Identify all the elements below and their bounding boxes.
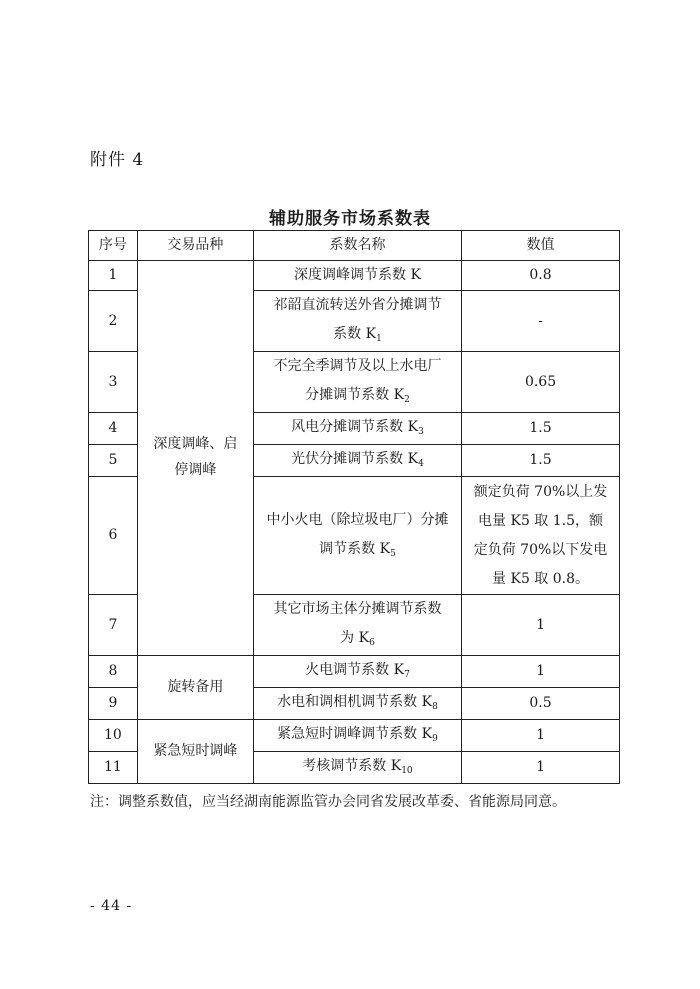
table-header-row <box>89 231 620 261</box>
row-no: 7 <box>89 595 138 656</box>
coef-value: 额定负荷 70%以上发电量 K5 取 1.5，额定负荷 70%以下发电量 K5 取 0.8。 <box>462 477 620 595</box>
row-no: 10 <box>89 720 138 752</box>
header-value: 数值 <box>462 231 620 261</box>
header-no: 序号 <box>89 231 138 261</box>
category-emergency-peak: 紧急短时调峰 <box>137 720 253 784</box>
row-no: 2 <box>89 291 138 352</box>
coef-name: 深度调峰调节系数 K <box>253 261 461 291</box>
coef-name: 考核调节系数 $K_{10}$ <box>253 752 461 784</box>
coef-value: 1 <box>462 720 620 752</box>
table-row <box>89 261 620 291</box>
footnote: 注：调整系数值，应当经湖南能源监管办会同省发展改革委、省能源局同意。 <box>90 794 566 810</box>
coef-value: 1.5 <box>462 413 620 445</box>
row-no: 8 <box>89 656 138 688</box>
coef-name: 祁韶直流转送外省分摊调节系数 $K_1$ <box>253 291 461 352</box>
coef-name: 光伏分摊调节系数 $K_4$ <box>253 445 461 477</box>
coef-value: 1 <box>462 595 620 656</box>
attachment-label: 附件 4 <box>90 150 145 170</box>
row-no: 6 <box>89 477 138 595</box>
coef-name: 风电分摊调节系数 $K_3$ <box>253 413 461 445</box>
coef-name: 水电和调相机调节系数 $K_8$ <box>253 688 461 720</box>
coef-name: 不完全季调节及以上水电厂分摊调节系数 $K_2$ <box>253 352 461 413</box>
coef-value: - <box>462 291 620 352</box>
category-spinning-reserve: 旋转备用 <box>137 656 253 720</box>
row-no: 11 <box>89 752 138 784</box>
table-title: 辅助服务市场系数表 <box>269 209 431 229</box>
coef-value: 0.8 <box>462 261 620 291</box>
row-no: 9 <box>89 688 138 720</box>
table-row <box>89 720 620 752</box>
coef-name: 中小火电（除垃圾电厂）分摊调节系数 $K_5$ <box>253 477 461 595</box>
coef-value: 0.65 <box>462 352 620 413</box>
row-no: 5 <box>89 445 138 477</box>
coef-value: 1 <box>462 656 620 688</box>
coefficient-table <box>88 230 620 784</box>
coef-value: 1 <box>462 752 620 784</box>
coef-name: 紧急短时调峰调节系数 $K_9$ <box>253 720 461 752</box>
coef-name: 火电调节系数 $K_7$ <box>253 656 461 688</box>
table-row <box>89 656 620 688</box>
header-name: 系数名称 <box>253 231 461 261</box>
row-no: 1 <box>89 261 138 291</box>
category-deep-peak: 深度调峰、启停调峰 <box>137 261 253 656</box>
row-no: 4 <box>89 413 138 445</box>
coef-value: 0.5 <box>462 688 620 720</box>
row-no: 3 <box>89 352 138 413</box>
coef-value: 1.5 <box>462 445 620 477</box>
coef-name: 其它市场主体分摊调节系数为 $K_6$ <box>253 595 461 656</box>
header-type: 交易品种 <box>137 231 253 261</box>
page-number: - 44 - <box>90 898 133 914</box>
